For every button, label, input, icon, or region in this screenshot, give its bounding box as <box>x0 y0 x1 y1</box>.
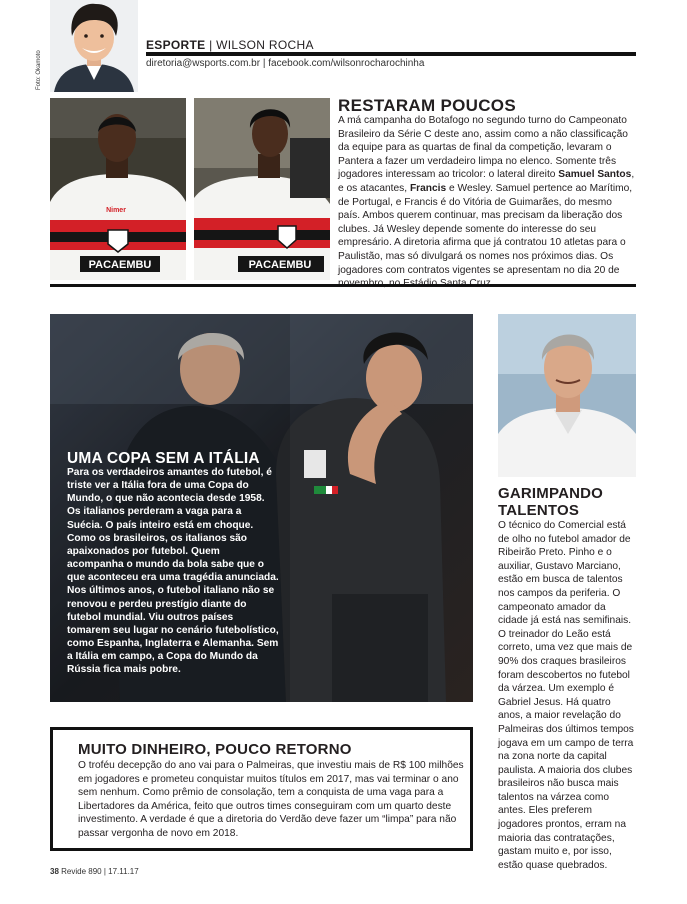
section-separator: | <box>205 38 217 52</box>
story-italia-title: UMA COPA SEM A ITÁLIA <box>67 450 260 467</box>
header-rule <box>146 52 636 56</box>
contact-separator: | <box>260 58 269 69</box>
contact-email[interactable]: diretoria@wsports.com.br <box>146 58 261 69</box>
issue-date: 17.11.17 <box>108 867 139 876</box>
magazine-issue: Revide 890 <box>61 867 102 876</box>
contact-facebook[interactable]: facebook.com/wilsonrocharochinha <box>268 58 425 69</box>
columnist-photo <box>50 0 138 92</box>
coach-photo <box>498 314 636 477</box>
jersey-sponsor-bottom-2: PACAEMBU <box>248 259 312 271</box>
story-text-part: A má campanha do Botafogo no segundo turno do Campeonato Brasileiro da Série C deste ano, assim como a não classificação da equipe para as quartas de final da competição, levaram o Pantera a fazer um verdadeiro limpa no elenco. Somente três jogadores interessam ao tricolor: o lateral direito <box>338 115 628 181</box>
highlight-name: Samuel Santos <box>558 169 632 181</box>
contact-line <box>146 58 424 69</box>
photo-credit: Foto: Okamoto <box>36 50 42 90</box>
story-italia-body: Para os verdadeiros amantes do futebol, é triste ver a Itália fora de uma Copa do Mundo, o que não acontecia desde 1958. Os italianos perderam a vaga para a Suécia. O país inteiro está em choque. Como os brasileiros, os italianos são apaixonados por futebol. Quem acompanha o mundo da bola sabe que o que aconteceu era uma tragédia anunciada. Nos últimos anos, o futebol italiano não se renovou e perdeu prestígio diante do futebol mundial. Viu outros países tomarem seu lugar no cenário futebolístico, como Espanha, Inglaterra e Alemanha. Sem a Itália em campo, a Copa do Mundo da Rússia fica mais pobre. <box>67 467 279 676</box>
page-number: 38 <box>50 867 59 876</box>
story-garimpando-body: O técnico do Comercial está de olho no futebol amador de Ribeirão Preto. Pinho e o auxiliar, Gustavo Marciano, estão em busca de talentos nos campos da periferia. O campeonato amador da cidade já está nas semifinais. O treinador do Leão está correto, uma vez que mais de 90% dos craques brasileiros foram descobertos no futebol da várzea. Um exemplo é Gabriel Jesus. Há quatro anos, a maior revelação do Palmeiras dos últimos tempos jogava em um campo de terra na zona norte da capital paulista. A maioria dos clubes brasileiros não busca mais talentos na várzea como antes. Eles preferem jogadores prontos, erram na maioria das contratações, gastam muito e, por isso, estão quase quebrados. <box>498 520 634 871</box>
page-footer <box>50 867 139 876</box>
jersey-sponsor-bottom: PACAEMBU <box>88 259 152 271</box>
columnist-name: WILSON ROCHA <box>216 38 314 52</box>
section-name: ESPORTE <box>146 38 206 52</box>
section-divider <box>50 284 636 287</box>
section-heading <box>146 38 314 52</box>
player-photo-francis <box>194 98 330 280</box>
story-text-part: , e os atacantes, <box>338 169 635 194</box>
story-restaram-poucos-body <box>338 114 636 291</box>
footer-separator: | <box>101 867 109 876</box>
player-photo-samuel <box>50 98 186 280</box>
story-dinheiro-title: MUITO DINHEIRO, POUCO RETORNO <box>78 741 352 758</box>
jersey-sponsor-top: Nimer <box>106 207 126 214</box>
highlight-name: Francis <box>409 182 447 194</box>
story-text-part: e Wesley. Samuel pertence ao Marítimo, de Portugal, e Francis é do Vitória de Guimarães, do mesmo país. Ambos querem continuar, mas precisam da liberação dos clubes. Já Wesley depende somente do interesse do seu empresário. A diretoria afirma que já contratou 10 atletas para o Paulistão, mas só divulgará os nomes nos próximos dias. Os jogadores com contratos vigentes se apresentam no dia 20 de <box>338 182 633 276</box>
story-restaram-poucos-title: RESTARAM POUCOS <box>338 96 516 115</box>
story-garimpando-title: GARIMPANDO TALENTOS <box>498 485 604 519</box>
story-dinheiro-body: O troféu decepção do ano vai para o Palmeiras, que investiu mais de R$ 100 milhões em jogadores e prometeu conquistar muitos títulos em 2017, mas vai terminar o ano sem nenhum. Como prêmio de consolação, tem a conquista de uma vaga para a Libertadores da América, feito que outros times conseguiram com um quarto deste investimento. A verdade é que a diretoria do Verdão deve fazer um “limpa” para não passar vergonha de novo em 2018. <box>78 760 464 839</box>
